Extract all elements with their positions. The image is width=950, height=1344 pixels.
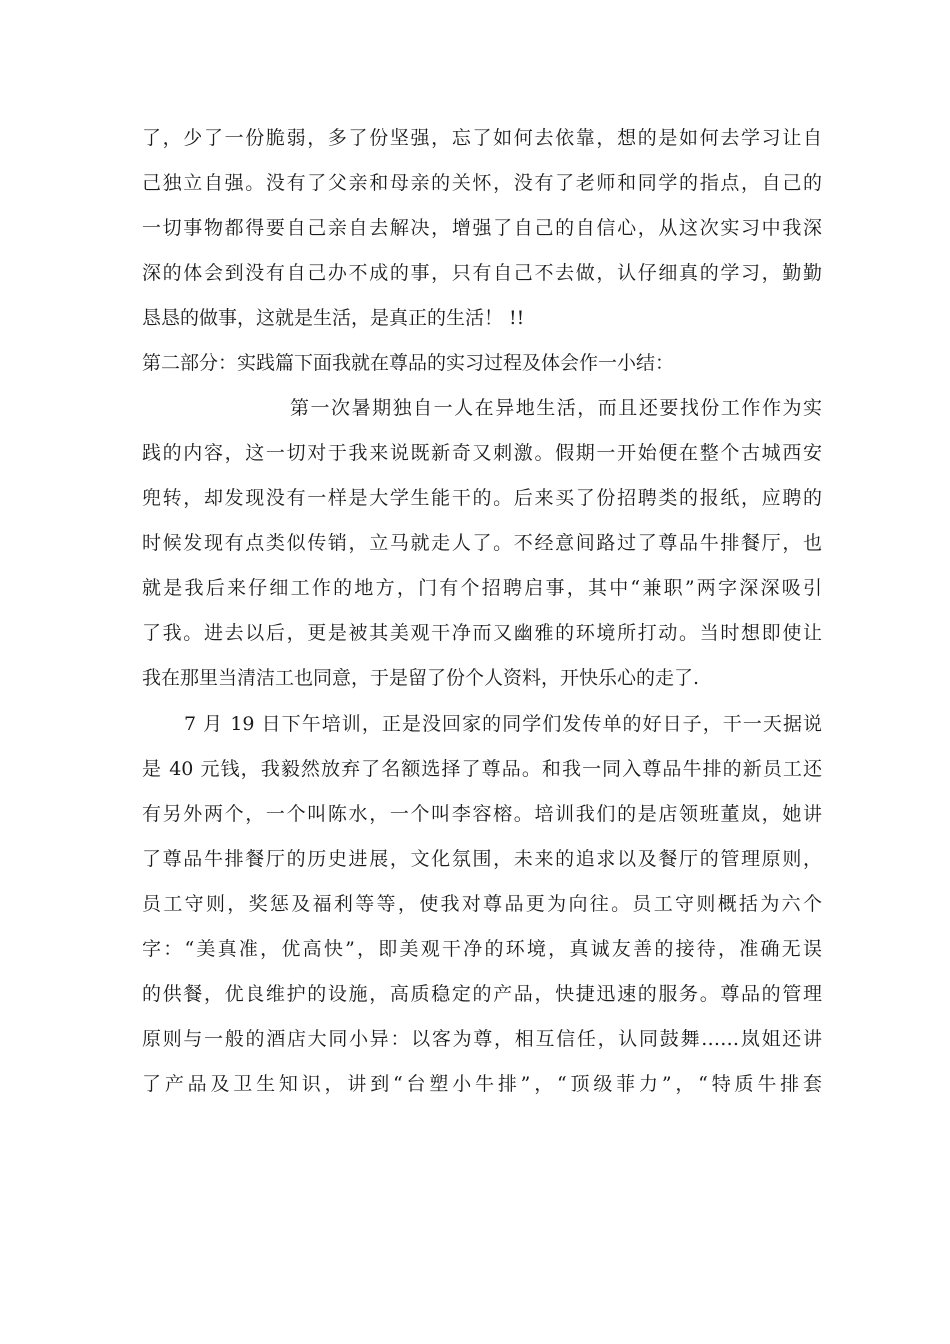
paragraph-line: 时候发现有点类似传销，立马就走人了。不经意间路过了尊品牛排餐厅，也 [142, 532, 822, 554]
paragraph-line: 有另外两个，一个叫陈水，一个叫李容榕。培训我们的是店领班董岚，她讲 [142, 803, 822, 825]
paragraph-line: 恳恳的做事，这就是生活，是真正的生活！ !! [142, 307, 525, 329]
paragraph-line: 就是我后来仔细工作的地方，门有个招聘启事，其中“兼职”两字深深吸引 [142, 577, 822, 599]
paragraph-line: 我在那里当清洁工也同意，于是留了份个人资料，开快乐心的走了. [142, 667, 700, 689]
paragraph-line: 践的内容，这一切对于我来说既新奇又刺激。假期一开始便在整个古城西安 [142, 442, 822, 464]
paragraph-line: 字：“美真准，优高快”，即美观干净的环境，真诚友善的接待，准确无误 [142, 938, 822, 960]
section-heading: 第二部分：实践篇下面我就在尊品的实习过程及体会作一小结： [142, 352, 675, 374]
paragraph-line: 了我。进去以后，更是被其美观干净而又幽雅的环境所打动。当时想即使让 [142, 622, 822, 644]
paragraph-line: 兜转，却发现没有一样是大学生能干的。后来买了份招聘类的报纸，应聘的 [142, 487, 822, 509]
paragraph-line: 了，少了一份脆弱，多了份坚强，忘了如何去依靠，想的是如何去学习让自 [142, 127, 822, 149]
paragraph-line: 原则与一般的酒店大同小异：以客为尊，相互信任，认同鼓舞……岚姐还讲 [142, 1028, 822, 1050]
paragraph-line: 的供餐，优良维护的设施，高质稳定的产品，快捷迅速的服务。尊品的管理 [142, 983, 822, 1005]
paragraph-line: 了产品及卫生知识，讲到“台塑小牛排”，“顶级菲力”，“特质牛排套 [142, 1073, 822, 1095]
paragraph-line: 了尊品牛排餐厅的历史进展，文化氛围，未来的追求以及餐厅的管理原则， [142, 848, 822, 870]
paragraph-line: 深的体会到没有自己办不成的事，只有自己不去做，认仔细真的学习，勤勤 [142, 262, 822, 284]
paragraph-line: 一切事物都得要自己亲自去解决，增强了自己的自信心，从这次实习中我深 [142, 217, 822, 239]
paragraph-line: 7 月 19 日下午培训，正是没回家的同学们发传单的好日子，干一天据说 [184, 713, 822, 735]
paragraph-line: 是 40 元钱，我毅然放弃了名额选择了尊品。和我一同入尊品牛排的新员工还 [142, 758, 822, 780]
paragraph-line: 己独立自强。没有了父亲和母亲的关怀，没有了老师和同学的指点，自己的 [142, 172, 822, 194]
paragraph-line: 员工守则，奖惩及福利等等，使我对尊品更为向往。员工守则概括为六个 [142, 893, 822, 915]
paragraph-line: 第一次暑期独自一人在异地生活，而且还要找份工作作为实 [290, 397, 822, 419]
